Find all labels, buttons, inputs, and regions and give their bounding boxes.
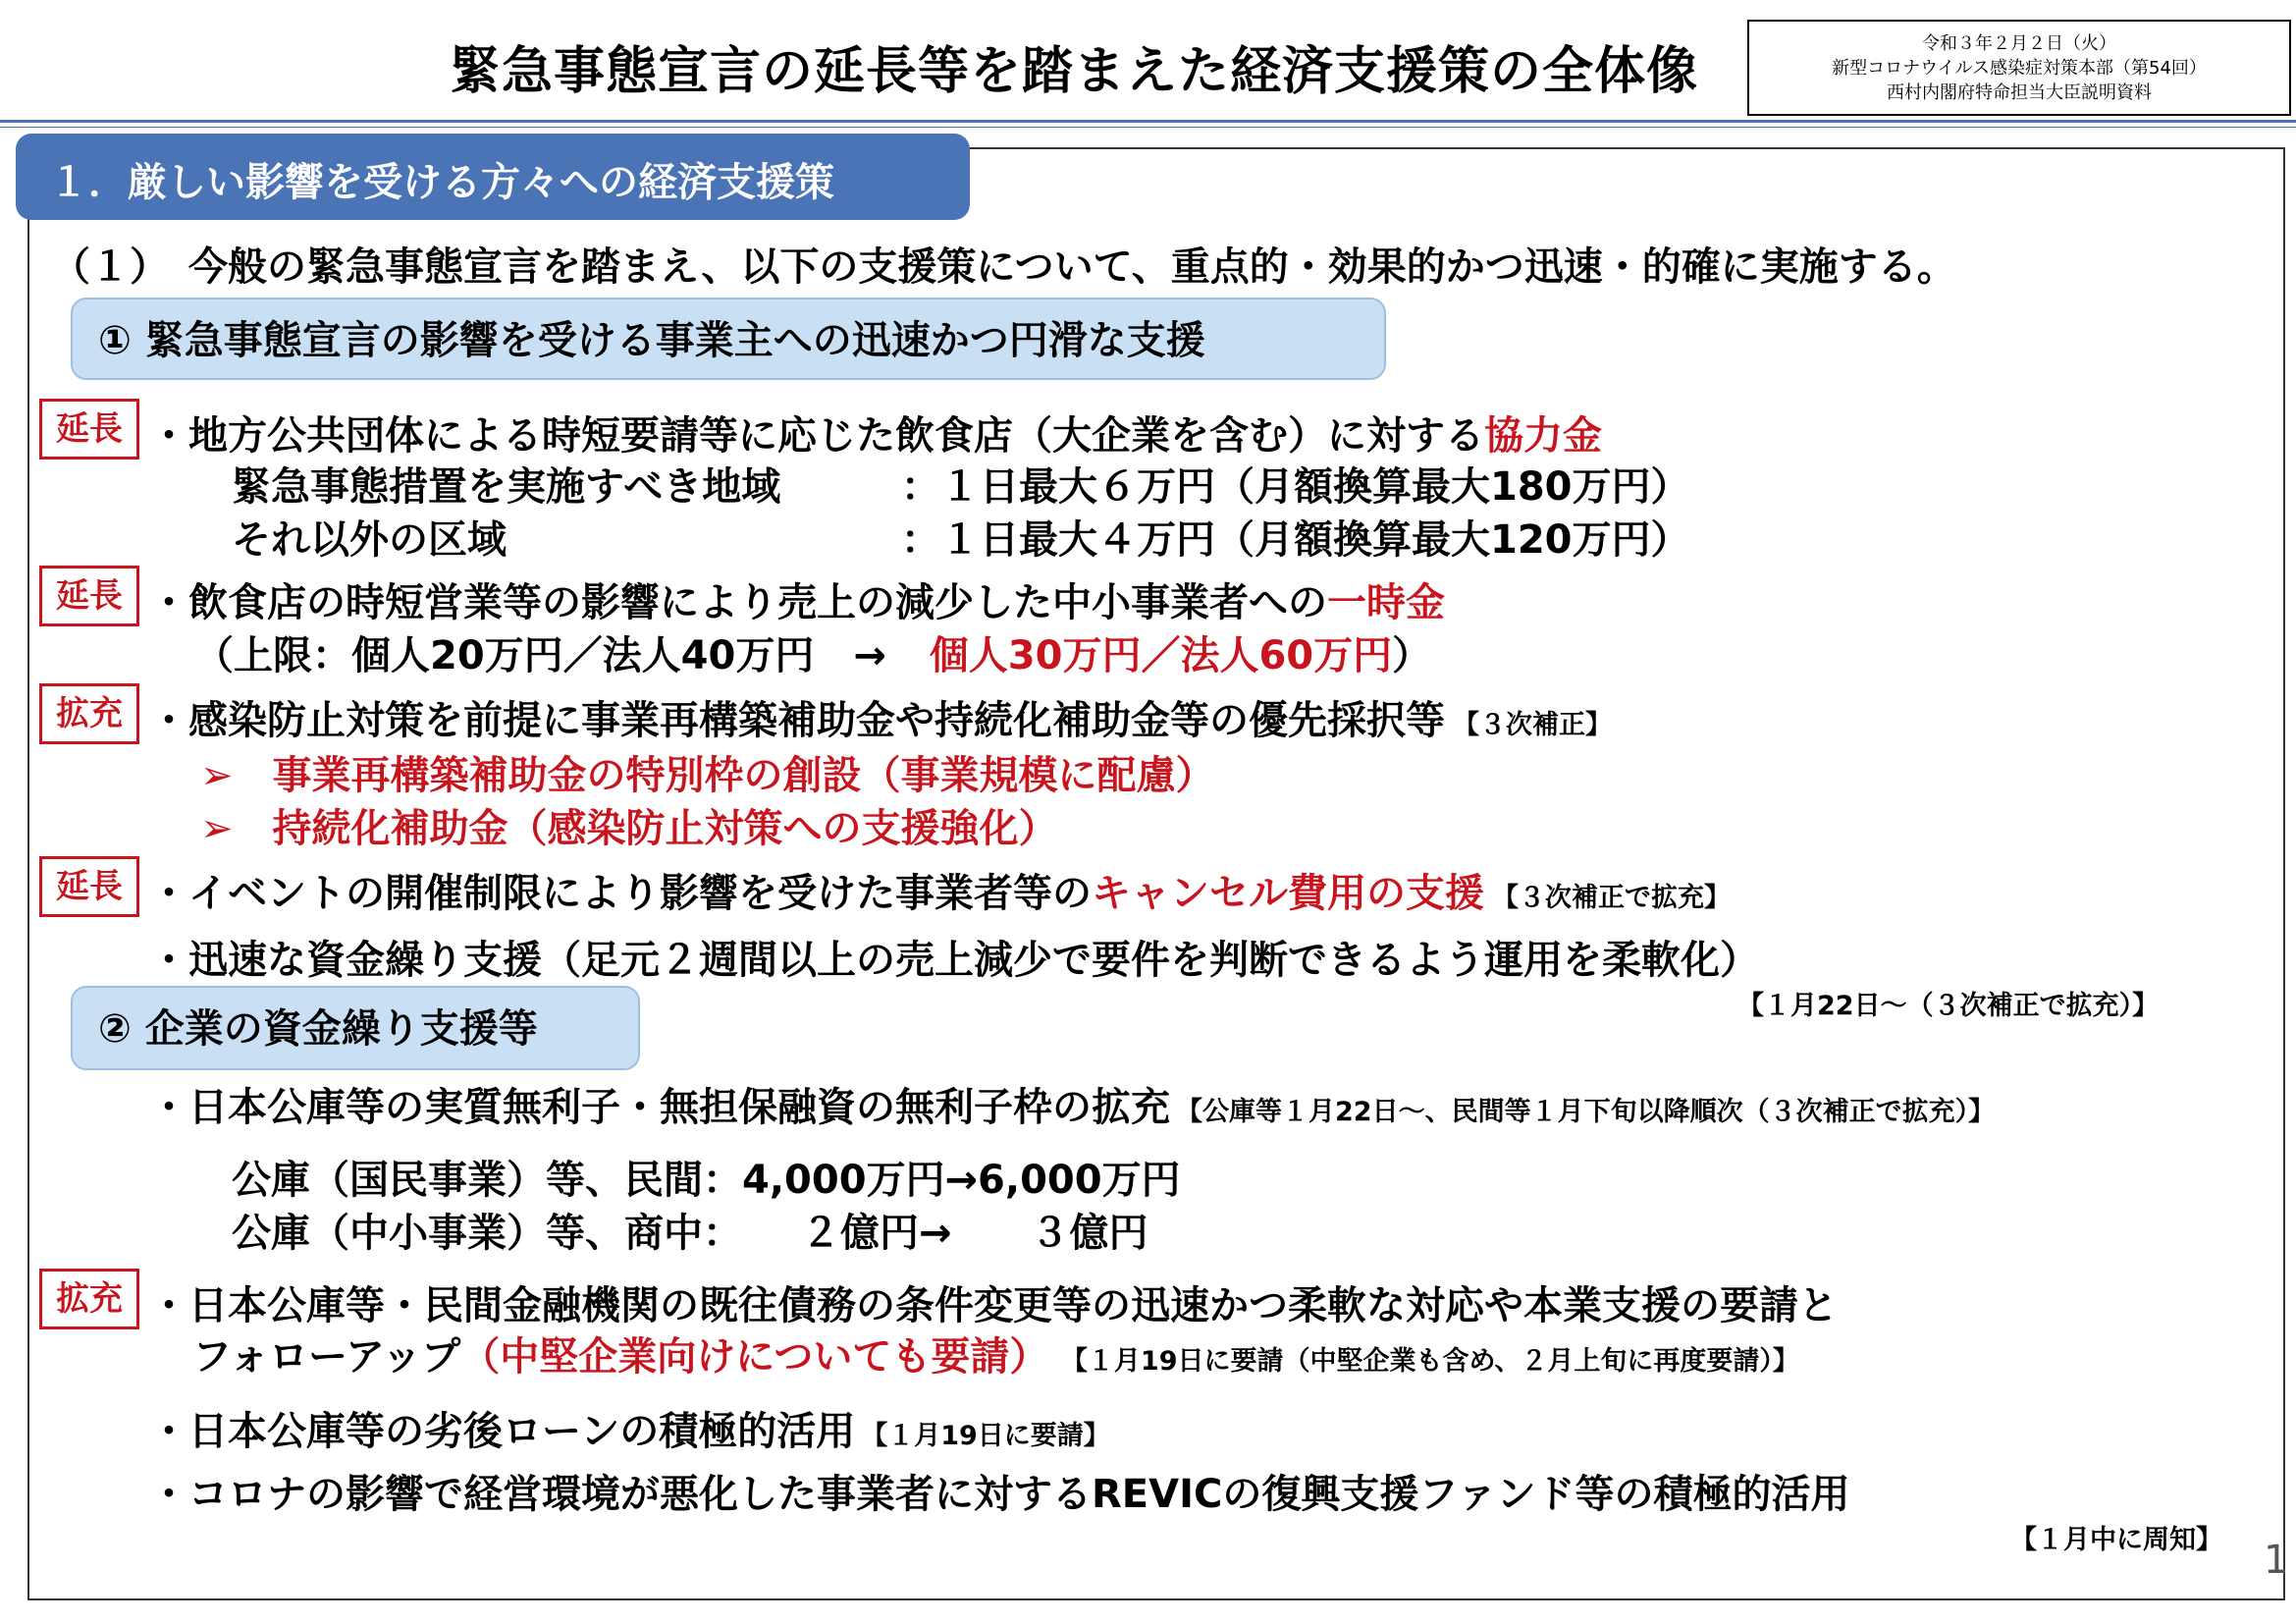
request-note: 【１月19日に要請】 <box>861 1421 1110 1451</box>
restructuring-subsidy-bullet: ➢ 事業再構築補助金の特別枠の創設（事業規模に配慮） <box>200 753 1215 798</box>
sub-header-business-support: ① 緊急事態宣言の影響を受ける事業主への迅速かつ円滑な支援 <box>71 298 1386 380</box>
meeting-name: 新型コロナウイルス感染症対策本部（第54回） <box>1832 58 2207 79</box>
tag-extension: 延長 <box>39 566 139 626</box>
meeting-date: 令和３年２月２日（火） <box>1922 33 2116 54</box>
item-text: ・地方公共団体による時短要請等に応じた飲食店（大企業を含む）に対する <box>149 413 1484 459</box>
subsidy-priority-item <box>149 689 1612 745</box>
budget-note: 【３次補正】 <box>1453 710 1612 740</box>
item-text: ・日本公庫等の劣後ローンの積極的活用 <box>149 1409 856 1454</box>
request-note: 【１月19日に要請（中堅企業も含め、２月上旬に再度要請）】 <box>1074 1346 1799 1377</box>
item-text: ・イベントの開催制限により影響を受けた事業者等の <box>149 871 1092 916</box>
highlight-text: 協力金 <box>1484 413 1602 459</box>
interest-free-loan-item <box>149 1076 1995 1132</box>
loan-limit-national: 公庫（国民事業）等、民間：4,000万円→6,000万円 <box>232 1158 1181 1203</box>
cash-flow-support-item: ・迅速な資金繰り支援（足元２週間以上の売上減少で要件を判断できるよう運用を柔軟化） <box>149 938 1759 983</box>
item-text: ・飲食店の時短営業等の影響により売上の減少した中小事業者への <box>149 580 1327 625</box>
lump-sum-limit-line <box>194 624 1431 680</box>
meeting-info-box <box>1747 20 2291 116</box>
closing-paren: ） <box>1392 633 1432 678</box>
emergency-area-label: 緊急事態措置を実施すべき地域 <box>232 464 781 510</box>
notice-note: 【１月中に周知】 <box>2010 1525 2222 1555</box>
loan-limit-sme: 公庫（中小事業）等、商中： ２億円→ ３億円 <box>232 1211 1148 1256</box>
cooperation-fund-item <box>149 405 1602 460</box>
sustainability-subsidy-bullet: ➢ 持続化補助金（感染防止対策への支援強化） <box>200 806 1058 851</box>
page-number: 1 <box>2264 1538 2289 1583</box>
item-text: ・感染防止対策を前提に事業再構築補助金や持続化補助金等の優先採択等 <box>149 698 1445 743</box>
header-divider <box>0 120 2296 123</box>
item-text: ・日本公庫等の実質無利子・無担保融資の無利子枠の拡充 <box>149 1085 1170 1130</box>
section-header: １．厳しい影響を受ける方々への経済支援策 <box>16 134 970 220</box>
tag-expansion: 拡充 <box>39 683 139 744</box>
other-area-amount: ：１日最大４万円（月額換算最大120万円） <box>901 517 1690 563</box>
schedule-note: 【公庫等１月22日～、民間等１月下旬以降順次（３次補正で拡充）】 <box>1176 1097 1996 1127</box>
sub-header-financing-support: ② 企業の資金繰り支援等 <box>71 986 640 1070</box>
follow-up-line <box>192 1326 1799 1381</box>
highlight-text: キャンセル費用の支援 <box>1092 871 1484 916</box>
old-limit: （上限：個人20万円／法人40万円 → <box>194 633 886 678</box>
follow-up-text: フォローアップ <box>192 1334 461 1380</box>
highlight-text: （中堅企業向けについても要請） <box>460 1334 1049 1380</box>
debt-restructuring-item: ・日本公庫等・民間金融機関の既往債務の条件変更等の迅速かつ柔軟な対応や本業支援の要請と <box>149 1283 1838 1328</box>
budget-note: 【３次補正で拡充】 <box>1492 883 1731 913</box>
document-source: 西村内閣府特命担当大臣説明資料 <box>1887 82 2152 103</box>
header-divider-thin <box>0 127 2296 128</box>
revic-fund-item: ・コロナの影響で経営環境が悪化した事業者に対するREVICの復興支援ファンド等の積極的活用 <box>149 1472 1850 1517</box>
subordinated-loan-item <box>149 1400 1110 1456</box>
lump-sum-item <box>149 571 1445 627</box>
tag-expansion: 拡充 <box>39 1269 139 1329</box>
section-intro: （１） 今般の緊急事態宣言を踏まえ、以下の支援策について、重点的・効果的かつ迅速・的確に実施する。 <box>51 244 1956 290</box>
emergency-area-amount: ：１日最大６万円（月額換算最大180万円） <box>901 464 1690 510</box>
cancellation-cost-item <box>149 862 1731 918</box>
cash-flow-note: 【１月22日～（３次補正で拡充）】 <box>1737 991 2160 1021</box>
tag-extension: 延長 <box>39 856 139 917</box>
other-area-label: それ以外の区域 <box>232 517 507 563</box>
tag-extension: 延長 <box>39 399 139 460</box>
highlight-text: 一時金 <box>1327 580 1445 625</box>
new-limit: 個人30万円／法人60万円 <box>929 633 1393 678</box>
page-title: 緊急事態宣言の延長等を踏まえた経済支援策の全体像 <box>450 42 1699 101</box>
